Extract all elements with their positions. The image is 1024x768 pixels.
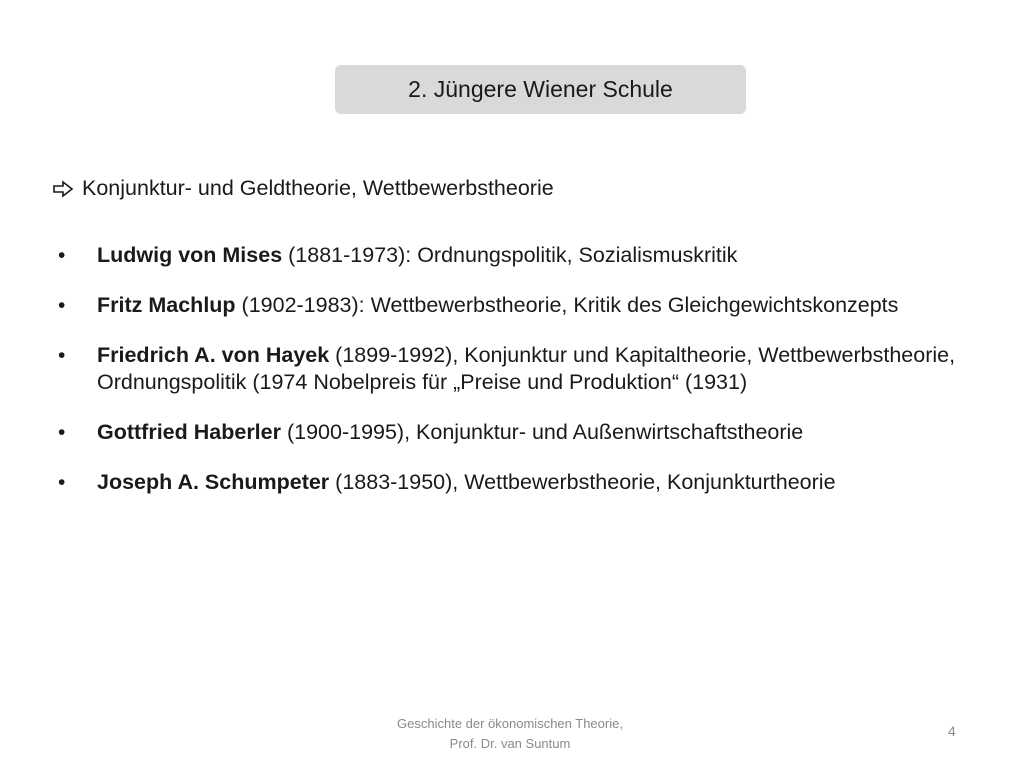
footer-line-1: Geschichte der ökonomischen Theorie,: [397, 716, 623, 731]
economist-description: (1883-1950), Wettbewerbstheorie, Konjunkturtheorie: [329, 470, 836, 494]
bullet-dot-icon: •: [58, 244, 66, 267]
list-item: [0, 342, 1024, 396]
list-item: [0, 469, 1024, 496]
list-item: [0, 292, 1024, 319]
economist-name: Joseph A. Schumpeter: [97, 470, 330, 494]
economist-description: (1881-1973): Ordnungspolitik, Sozialismuskritik: [282, 243, 738, 267]
bullet-list: [0, 242, 1024, 519]
slide-title-text: 2. Jüngere Wiener Schule: [408, 76, 673, 102]
list-item: [0, 242, 1024, 269]
economist-name: Friedrich A. von Hayek: [97, 343, 330, 367]
slide-subtitle-text: Konjunktur- und Geldtheorie, Wettbewerbstheorie: [82, 176, 554, 200]
bullet-dot-icon: •: [58, 294, 66, 317]
slide-title: [335, 65, 746, 114]
page-number: 4: [948, 723, 956, 739]
bullet-dot-icon: •: [58, 421, 66, 444]
bullet-dot-icon: •: [58, 471, 66, 494]
economist-name: Gottfried Haberler: [97, 420, 281, 444]
economist-name: Fritz Machlup: [97, 293, 236, 317]
economist-name: Ludwig von Mises: [97, 243, 283, 267]
economist-description: (1902-1983): Wettbewerbstheorie, Kritik des Gleichgewichtskonzepts: [235, 293, 899, 317]
economist-description: (1900-1995), Konjunktur- und Außenwirtschaftstheorie: [280, 420, 804, 444]
footer-text: [340, 714, 680, 754]
footer-line-2: Prof. Dr. van Suntum: [449, 736, 571, 751]
economist-description: (1899-1992), Konjunktur und Kapitaltheorie, Wettbewerbstheorie, Ordnungspolitik (1974 Nobelpreis für „Preise und Produktion“ (1931): [97, 343, 956, 394]
right-arrow-icon: [52, 180, 74, 198]
slide-subtitle: [52, 176, 554, 201]
bullet-dot-icon: •: [58, 344, 66, 367]
list-item: [0, 419, 1024, 446]
